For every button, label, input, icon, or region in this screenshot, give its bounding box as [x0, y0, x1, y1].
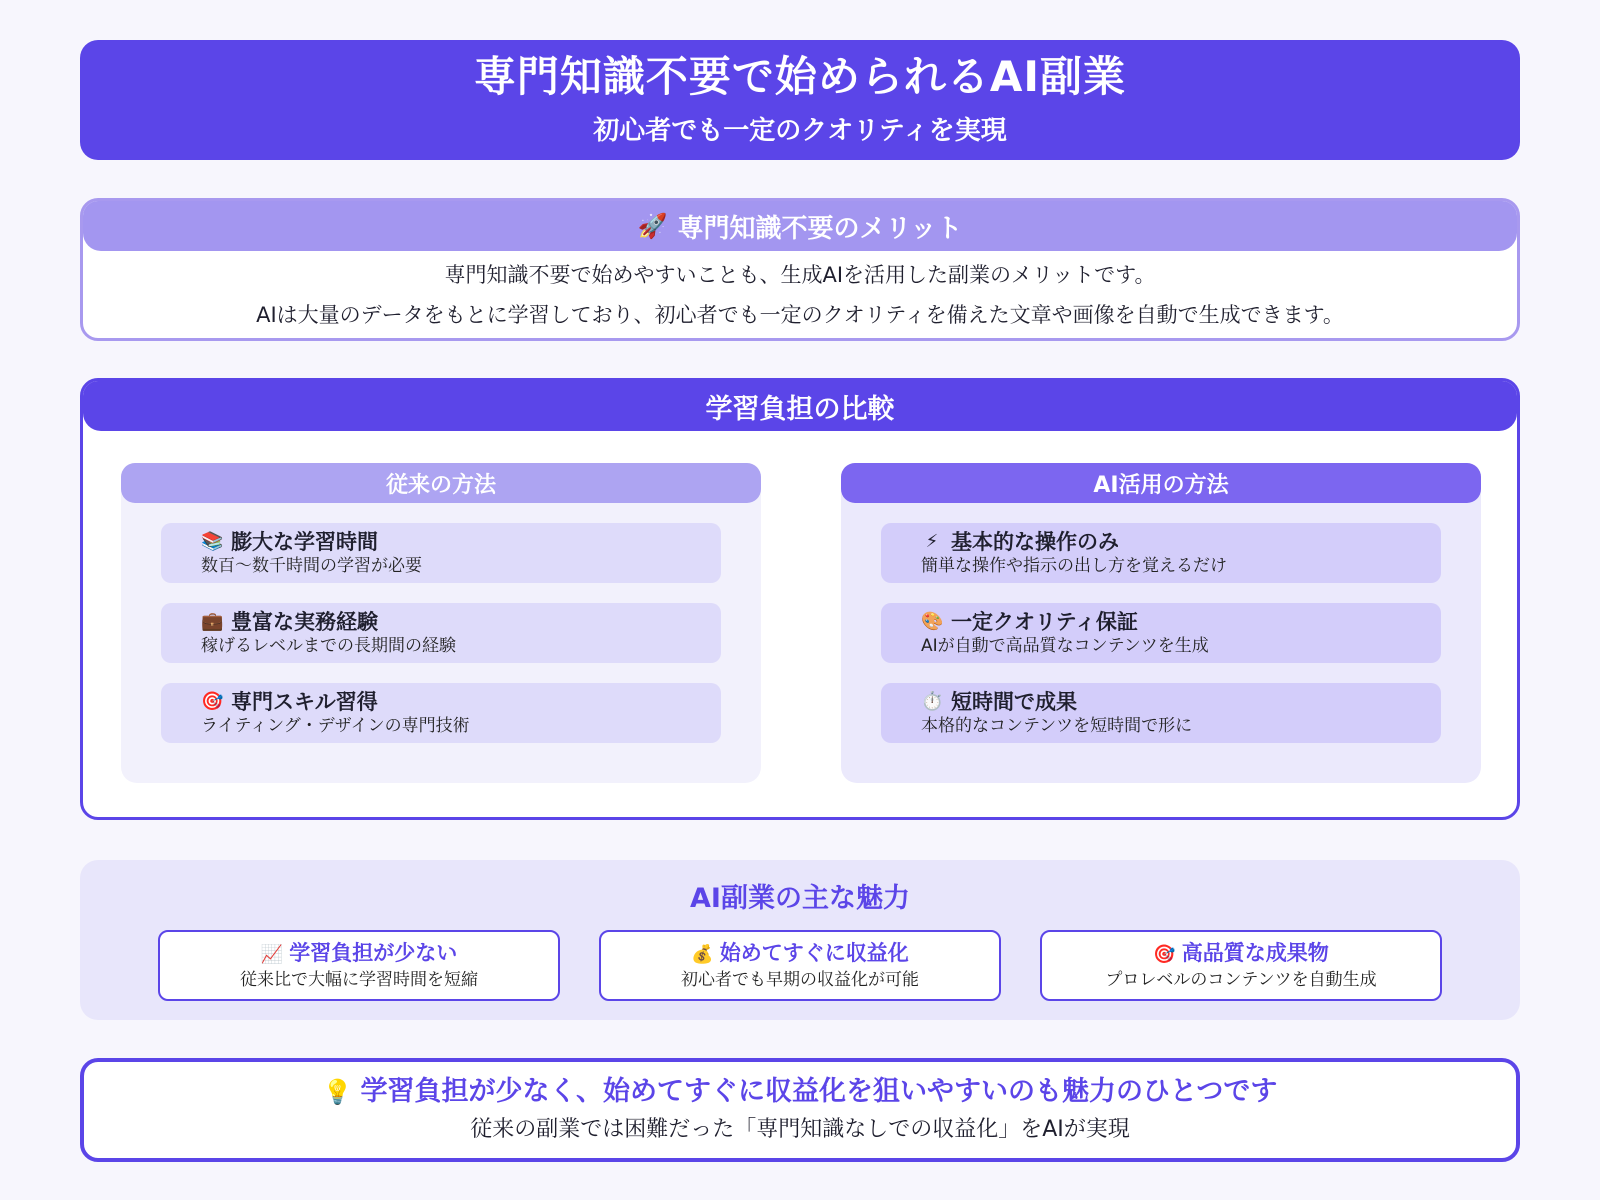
ai-item [881, 683, 1441, 743]
appeal-card [1040, 930, 1442, 1001]
traditional-item [161, 603, 721, 663]
traditional-column [121, 463, 761, 783]
appeal-card-title: 始めてすぐに収益化 [719, 941, 909, 965]
appeal-card [158, 930, 560, 1001]
lightbulb-icon: 💡 [322, 1078, 353, 1106]
item-title: 短時間で成果 [951, 690, 1077, 714]
ai-column-title: AI活用の方法 [841, 463, 1481, 503]
chart-up-icon: 📈 [260, 944, 284, 965]
item-desc: 数百〜数千時間の学習が必要 [201, 556, 422, 576]
appeal-card-desc: 従来比で大幅に学習時間を短縮 [240, 970, 478, 990]
ai-item [881, 603, 1441, 663]
merit-body [83, 251, 1517, 335]
traditional-item [161, 523, 721, 583]
ai-item [881, 523, 1441, 583]
appeal-card-title: 学習負担が少ない [289, 941, 458, 965]
briefcase-icon: 💼 [201, 611, 224, 632]
rocket-icon: 🚀 [637, 212, 668, 240]
appeal-card-desc: 初心者でも早期の収益化が可能 [681, 970, 919, 990]
appeal-card-title: 高品質な成果物 [1181, 941, 1329, 965]
merit-line-2: AIは大量のデータをもとに学習しており、初心者でも一定のクオリティを備えた文章や画像を自動で生成できます。 [256, 303, 1344, 327]
comparison-title: 学習負担の比較 [83, 381, 1517, 431]
target-icon: 🎯 [1153, 944, 1176, 965]
ai-column [841, 463, 1481, 783]
item-desc: 本格的なコンテンツを短時間で形に [921, 716, 1193, 736]
summary-desc: 従来の副業では困難だった「専門知識なしでの収益化」をAIが実現 [470, 1117, 1130, 1142]
merit-line-1: 専門知識不要で始めやすいことも、生成AIを活用した副業のメリットです。 [444, 263, 1156, 287]
item-desc: 稼げるレベルまでの長期間の経験 [201, 636, 456, 656]
lightning-icon: ⚡ [925, 531, 939, 552]
item-title: 専門スキル習得 [231, 690, 378, 714]
appeal-title: AI副業の主な魅力 [690, 883, 910, 914]
summary-box [80, 1058, 1520, 1162]
item-title: 基本的な操作のみ [951, 530, 1119, 554]
merit-card [80, 198, 1520, 341]
item-title: 豊富な実務経験 [231, 610, 378, 634]
appeal-section [80, 860, 1520, 1020]
item-desc: ライティング・デザインの専門技術 [201, 716, 470, 736]
hero-banner [80, 40, 1520, 160]
item-title: 一定クオリティ保証 [951, 610, 1138, 634]
item-title: 膨大な学習時間 [231, 530, 378, 554]
merit-title: 専門知識不要のメリット [677, 213, 963, 244]
traditional-column-title: 従来の方法 [121, 463, 761, 503]
item-desc: 簡単な操作や指示の出し方を覚えるだけ [921, 556, 1227, 576]
appeal-card-desc: プロレベルのコンテンツを自動生成 [1105, 970, 1377, 990]
books-icon: 📚 [201, 531, 224, 552]
page-title: 専門知識不要で始められるAI副業 [473, 52, 1127, 102]
traditional-item [161, 683, 721, 743]
merit-header [83, 201, 1517, 251]
comparison-section [80, 378, 1520, 820]
palette-icon: 🎨 [921, 611, 944, 632]
stopwatch-icon: ⏱️ [921, 691, 944, 712]
target-icon: 🎯 [201, 691, 224, 712]
money-bag-icon: 💰 [691, 944, 714, 965]
item-desc: AIが自動で高品質なコンテンツを生成 [921, 636, 1209, 656]
page-subtitle: 初心者でも一定のクオリティを実現 [593, 115, 1007, 146]
summary-title: 学習負担が少なく、始めてすぐに収益化を狙いやすいのも魅力のひとつです [360, 1076, 1278, 1107]
appeal-card [599, 930, 1001, 1001]
